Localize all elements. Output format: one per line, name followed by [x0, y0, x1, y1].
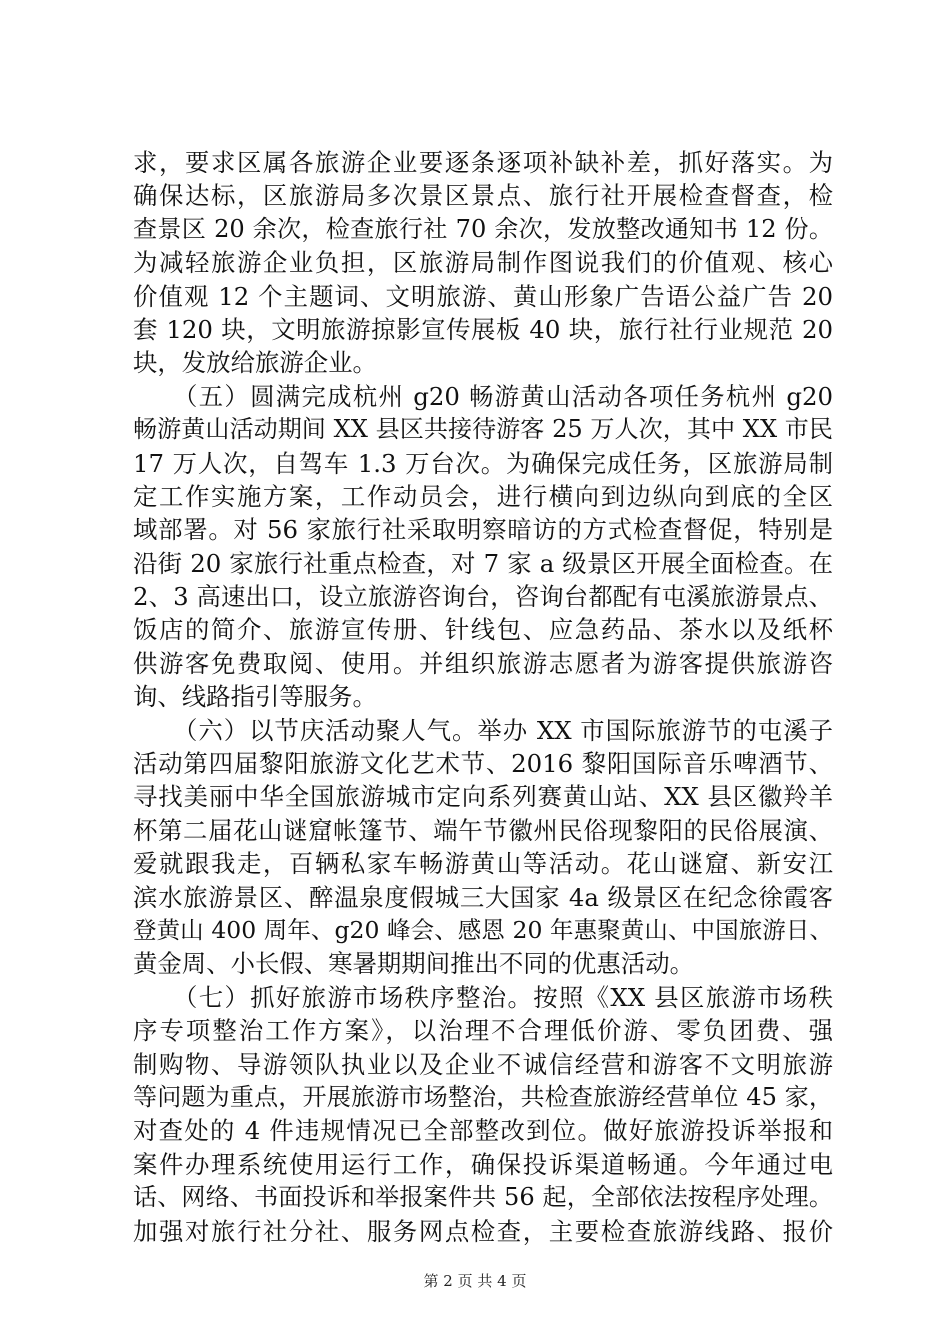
text-line: 域部署。对 56 家旅行社采取明察暗访的方式检查督促，特别是	[133, 515, 833, 545]
document-body	[133, 146, 833, 1248]
text-line: （七）抓好旅游市场秩序整治。按照《XX 县区旅游市场秩	[173, 982, 833, 1012]
text-line: 查景区 20 余次，检查旅行社 70 余次，发放整改通知书 12 份。	[133, 214, 833, 243]
text-line: 活动第四届黎阳旅游文化艺术节、2016 黎阳国际音乐啤酒节、	[133, 749, 833, 779]
text-line: 登黄山 400 周年、g20 峰会、感恩 20 年惠聚黄山、中国旅游日、	[133, 915, 833, 944]
text-line: 加强对旅行社分社、服务网点检查，主要检查旅游线路、报价	[133, 1216, 833, 1246]
text-line: 饭店的简介、旅游宣传册、针线包、应急药品、茶水以及纸杯	[133, 615, 833, 645]
text-line: 黄金周、小长假、寒暑期期间推出不同的优惠活动。	[133, 949, 694, 979]
text-line: 17 万人次，自驾车 1.3 万台次。为确保完成任务，区旅游局制	[133, 448, 833, 478]
text-line: （五）圆满完成杭州 g20 畅游黄山活动各项任务杭州 g20	[173, 381, 833, 411]
text-line: 对查处的 4 件违规情况已全部整改到位。做好旅游投诉举报和	[133, 1116, 833, 1146]
text-line: 供游客免费取阅、使用。并组织旅游志愿者为游客提供旅游咨	[133, 648, 833, 678]
text-line: 询、线路指引等服务。	[133, 682, 377, 712]
text-line: 确保达标，区旅游局多次景区景点、旅行社开展检查督查，检	[133, 181, 833, 211]
text-line: 套 120 块，文明旅游掠影宣传展板 40 块，旅行社行业规范 20	[133, 314, 833, 344]
text-line: 为减轻旅游企业负担，区旅游局制作图说我们的价值观、核心	[133, 248, 833, 278]
text-line: 沿街 20 家旅行社重点检查，对 7 家 a 级景区开展全面检查。在	[133, 548, 833, 578]
text-line: 块，发放给旅游企业。	[133, 348, 377, 378]
text-line: 爱就跟我走，百辆私家车畅游黄山等活动。花山谜窟、新安江	[133, 849, 833, 879]
text-line: 2、3 高速出口，设立旅游咨询台，咨询台都配有屯溪旅游景点、	[133, 582, 833, 612]
text-line: 价值观 12 个主题词、文明旅游、黄山形象广告语公益广告 20	[133, 281, 833, 311]
text-line: 话、网络、书面投诉和举报案件共 56 起，全部依法按程序处理。	[133, 1183, 833, 1212]
text-line: 畅游黄山活动期间 XX 县区共接待游客 25 万人次，其中 XX 市民	[133, 415, 833, 444]
text-line: 序专项整治工作方案》，以治理不合理低价游、零负团费、强	[133, 1016, 833, 1046]
page-footer: 第 2 页 共 4 页	[423, 1272, 527, 1290]
text-line: 杯第二届花山谜窟帐篷节、端午节徽州民俗现黎阳的民俗展演、	[133, 815, 833, 845]
text-line: 滨水旅游景区、醉温泉度假城三大国家 4a 级景区在纪念徐霞客	[133, 882, 833, 912]
text-line: 案件办理系统使用运行工作，确保投诉渠道畅通。今年通过电	[133, 1149, 833, 1179]
text-line: 定工作实施方案，工作动员会，进行横向到边纵向到底的全区	[133, 481, 833, 511]
text-line: 制购物、导游领队执业以及企业不诚信经营和游客不文明旅游	[133, 1049, 833, 1079]
text-line: （六）以节庆活动聚人气。举办 XX 市国际旅游节的屯溪子	[173, 715, 833, 745]
text-line: 寻找美丽中华全国旅游城市定向系列赛黄山站、XX 县区徽羚羊	[133, 782, 833, 812]
text-line: 求，要求区属各旅游企业要逐条逐项补缺补差，抓好落实。为	[133, 148, 833, 177]
text-line: 等问题为重点，开展旅游市场整治，共检查旅游经营单位 45 家，	[133, 1082, 833, 1111]
